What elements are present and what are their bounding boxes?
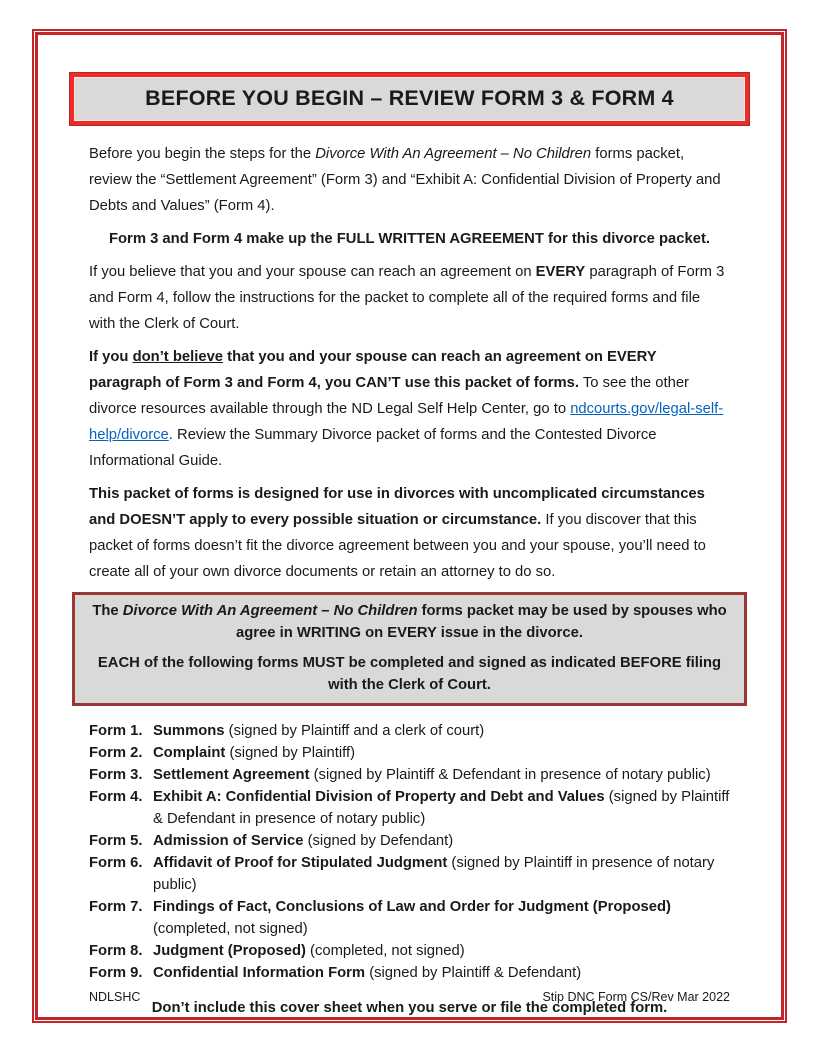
form-list-item [89,764,730,786]
page-border-inner [35,32,784,1020]
form-number: Form 3. [89,767,143,783]
form-list-item [89,786,730,830]
footer-org: NDLSHC [89,990,141,1004]
forms-list [89,720,730,984]
form-number: Form 8. [89,943,143,959]
form-description [153,786,730,830]
form-detail: (signed by Plaintiff & Defendant in presence of notary public) [153,789,730,827]
document-content [38,35,781,1020]
form-name: Findings of Fact, Conclusions of Law and Order for Judgment (Proposed) [153,899,671,915]
notice-line-2: EACH of the following forms MUST be completed and signed as indicated BEFORE filing with the Clerk of Court. [97,655,722,693]
form-description [153,896,730,940]
footer-form-revision: Stip DNC Form CS/Rev Mar 2022 [542,990,730,1004]
page-footer [89,990,730,1004]
form-detail: (completed, not signed) [153,921,308,937]
packet-design-paragraph: This packet of forms is designed for use in divorces with uncomplicated circumstances and DOESN’T apply to every possible situation or circumstance. If you discover that this packet of forms doesn’t fit the divorce agreement between you and your spouse, you’ll need to create all of your own divorce documents or retain an attorney to do so. [89,486,706,580]
form-detail: (signed by Defendant) [303,833,454,849]
form-description [153,940,730,962]
form-number: Form 1. [89,723,143,739]
form-description [153,962,730,984]
form-name: Admission of Service [153,833,304,849]
form-number: Form 5. [89,833,143,849]
page-border-outer [32,29,787,1023]
form-detail: (signed by Plaintiff and a clerk of court) [224,723,485,739]
form-list-item [89,962,730,984]
form-list-item [89,720,730,742]
form-detail: (signed by Plaintiff & Defendant) [365,965,582,981]
form-name: Exhibit A: Confidential Division of Property and Debt and Values [153,789,605,805]
notice-box [72,592,747,706]
form-number: Form 4. [89,789,143,805]
form-description [153,720,730,742]
form-number: Form 2. [89,745,143,761]
form-number: Form 7. [89,899,143,915]
form-number: Form 9. [89,965,143,981]
form-detail: (signed by Plaintiff in presence of notary public) [153,855,715,893]
form-name: Affidavit of Proof for Stipulated Judgment [153,855,448,871]
form-list-item [89,742,730,764]
full-agreement-line: Form 3 and Form 4 make up the FULL WRITTEN AGREEMENT for this divorce packet. [108,231,710,247]
form-detail: (signed by Plaintiff & Defendant in presence of notary public) [309,767,711,783]
intro-paragraph: Before you begin the steps for the Divorce With An Agreement – No Children forms packet, review the “Settlement Agreement” (Form 3) and “Exhibit A: Confidential Division of Property and Debts and Values” (Form 4). [89,146,721,214]
notice-line-1: The Divorce With An Agreement – No Children forms packet may be used by spouses who agree in WRITING on EVERY issue in the divorce. [92,603,727,641]
form-detail: (signed by Plaintiff) [225,745,356,761]
form-name: Summons [153,723,225,739]
page-title: BEFORE YOU BEGIN – REVIEW FORM 3 & FORM 4 [145,86,674,110]
form-list-item [89,852,730,896]
closing-instruction: Don’t include this cover sheet when you serve or file the completed form. [151,1000,668,1016]
form-description [153,764,730,786]
ndcourts-link[interactable]: ndcourts.gov/legal-self-help/divorce [89,401,724,443]
form-name: Confidential Information Form [153,965,366,981]
title-banner [70,73,749,125]
form-list-item [89,896,730,940]
form-name: Judgment (Proposed) [153,943,306,959]
form-name: Complaint [153,745,226,761]
form-description [153,830,730,852]
form-description [153,852,730,896]
form-number: Form 6. [89,855,143,871]
form-list-item [89,830,730,852]
form-description [153,742,730,764]
form-list-item [89,940,730,962]
form-name: Settlement Agreement [153,767,310,783]
believe-paragraph: If you believe that you and your spouse can reach an agreement on EVERY paragraph of Form 3 and Form 4, follow the instructions for the packet to complete all of the required forms and file with the Clerk of Court. [89,264,725,332]
form-detail: (completed, not signed) [305,943,465,959]
dont-believe-paragraph: If you don’t believe that you and your spouse can reach an agreement on EVERY paragraph of Form 3 and Form 4, you CAN’T use this packet of forms. To see the other divorce resources available through the ND Legal Self Help Center, go to ndcourts.gov/legal-self-help/divorce. Review the Summary Divorce packet of forms and the Contested Divorce Informational Guide. [89,349,724,469]
